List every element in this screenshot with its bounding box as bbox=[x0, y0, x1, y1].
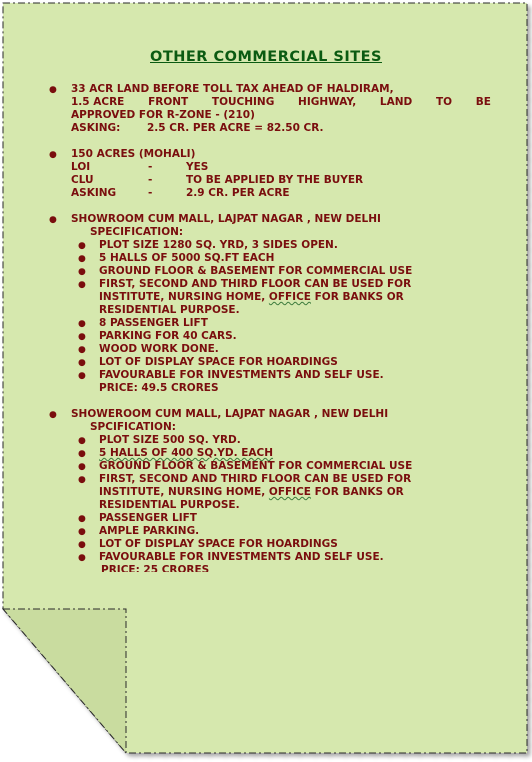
bullet-icon: ● bbox=[49, 85, 57, 95]
list-item: FAVOURABLE FOR INVESTMENTS AND SELF USE. bbox=[99, 369, 384, 381]
row-value: TO BE APPLIED BY THE BUYER bbox=[186, 174, 364, 186]
word: LAND bbox=[379, 96, 413, 108]
word: TO bbox=[435, 96, 453, 108]
list-item: PLOT SIZE 1280 SQ. YRD, 3 SIDES OPEN. bbox=[99, 239, 338, 251]
list-item: 5 HALLS OF 400 SQ.YD. EACH bbox=[99, 447, 274, 459]
bullet-icon: ● bbox=[78, 436, 86, 446]
bullet-icon: ● bbox=[78, 553, 86, 563]
section3-spec: SPECIFICATION: bbox=[90, 226, 184, 238]
bullet-icon: ● bbox=[49, 410, 57, 420]
bullet-icon: ● bbox=[78, 527, 86, 537]
row-label: CLU bbox=[71, 174, 94, 186]
bullet-icon: ● bbox=[78, 332, 86, 342]
row-dash: - bbox=[148, 161, 153, 173]
list-item-continued: RESIDENTIAL PURPOSE. bbox=[99, 304, 240, 316]
text: INSTITUTE, NURSING HOME, bbox=[99, 291, 266, 303]
asking-value: 2.5 CR. PER ACRE = 82.50 CR. bbox=[147, 122, 324, 134]
bullet-icon: ● bbox=[78, 345, 86, 355]
bullet-icon: ● bbox=[78, 280, 86, 290]
list-item: 8 PASSENGER LIFT bbox=[99, 317, 208, 329]
word: TOUCHING bbox=[211, 96, 275, 108]
list-item: PASSENGER LIFT bbox=[99, 512, 197, 524]
bullet-icon: ● bbox=[78, 449, 86, 459]
list-item: PLOT SIZE 500 SQ. YRD. bbox=[99, 434, 241, 446]
word: FRONT bbox=[148, 96, 189, 108]
bullet-icon: ● bbox=[49, 150, 57, 160]
list-item-continued: RESIDENTIAL PURPOSE. bbox=[99, 499, 240, 511]
row-dash: - bbox=[148, 174, 153, 186]
row-label: LOI bbox=[71, 161, 91, 173]
row-value: 2.9 CR. PER ACRE bbox=[186, 187, 290, 199]
spellcheck-word: OFFICE bbox=[268, 486, 311, 498]
row-label: ASKING bbox=[71, 187, 117, 199]
list-item: 5 HALLS OF 5000 SQ.FT EACH bbox=[99, 252, 275, 264]
bullet-icon: ● bbox=[78, 319, 86, 329]
price: PRICE: 49.5 CRORES bbox=[99, 382, 219, 394]
section2-heading: 150 ACRES (MOHALI) bbox=[71, 148, 196, 160]
bullet-icon: ● bbox=[78, 254, 86, 264]
section4-heading: SHOWEROOM CUM MALL, LAJPAT NAGAR , NEW DELHI bbox=[71, 408, 389, 420]
word: 1.5 ACRE bbox=[71, 96, 125, 108]
page-title: OTHER COMMERCIAL SITES bbox=[150, 49, 382, 65]
section1-line3: APPROVED FOR R-ZONE - (210) bbox=[71, 109, 255, 121]
bullet-icon: ● bbox=[78, 462, 86, 472]
list-item: PARKING FOR 40 CARS. bbox=[99, 330, 237, 342]
list-item-continued bbox=[99, 486, 404, 499]
word: BE bbox=[475, 96, 491, 108]
bullet-icon: ● bbox=[49, 215, 57, 225]
list-item: GROUND FLOOR & BASEMENT FOR COMMERCIAL USE bbox=[99, 265, 413, 277]
spellcheck-word: OFFICE bbox=[268, 291, 311, 303]
section3-heading: SHOWROOM CUM MALL, LAJPAT NAGAR , NEW DELHI bbox=[71, 213, 381, 225]
row-value: YES bbox=[186, 161, 209, 173]
row-dash: - bbox=[148, 187, 153, 199]
section4-spec: SPCIFICATION: bbox=[90, 421, 176, 433]
list-item: FAVOURABLE FOR INVESTMENTS AND SELF USE. bbox=[99, 551, 384, 563]
asking-label: ASKING: bbox=[71, 122, 121, 134]
price-clipped: PRICE: 25 CRORES bbox=[101, 564, 210, 572]
section1-line2 bbox=[71, 96, 491, 109]
list-item: LOT OF DISPLAY SPACE FOR HOARDINGS bbox=[99, 538, 338, 550]
bullet-icon: ● bbox=[78, 358, 86, 368]
folded-corner bbox=[3, 609, 126, 753]
list-item: FIRST, SECOND AND THIRD FLOOR CAN BE USED FOR bbox=[99, 278, 412, 290]
section1-line1: 33 ACR LAND BEFORE TOLL TAX AHEAD OF HALDIRAM, bbox=[71, 83, 394, 95]
bullet-icon: ● bbox=[78, 371, 86, 381]
text: FOR BANKS OR bbox=[314, 291, 404, 303]
bullet-icon: ● bbox=[78, 267, 86, 277]
word: HIGHWAY, bbox=[298, 96, 357, 108]
text: FOR BANKS OR bbox=[314, 486, 404, 498]
list-item: FIRST, SECOND AND THIRD FLOOR CAN BE USED FOR bbox=[99, 473, 412, 485]
list-item: WOOD WORK DONE. bbox=[99, 343, 219, 355]
list-item: LOT OF DISPLAY SPACE FOR HOARDINGS bbox=[99, 356, 338, 368]
bullet-icon: ● bbox=[78, 241, 86, 251]
bullet-icon: ● bbox=[78, 540, 86, 550]
list-item: AMPLE PARKING. bbox=[99, 525, 200, 537]
bullet-icon: ● bbox=[78, 514, 86, 524]
list-item-continued bbox=[99, 291, 404, 304]
bullet-icon: ● bbox=[78, 475, 86, 485]
list-item: GROUND FLOOR & BASEMENT FOR COMMERCIAL USE bbox=[99, 460, 413, 472]
text: INSTITUTE, NURSING HOME, bbox=[99, 486, 266, 498]
